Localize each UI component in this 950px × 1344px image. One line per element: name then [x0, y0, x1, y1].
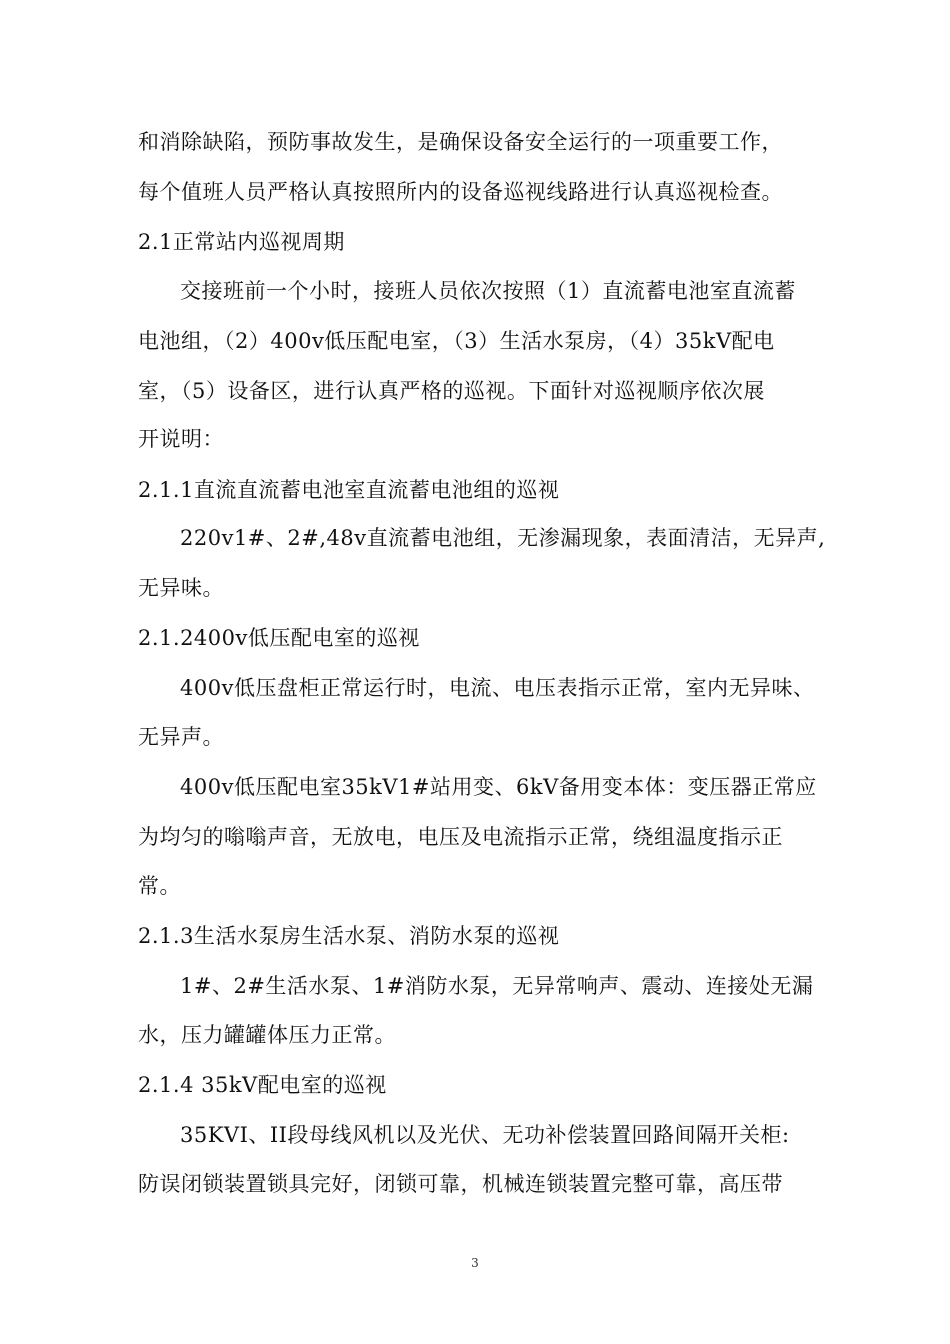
body-text-line: 交接班前一个小时，接班人员依次按照（1）直流蓄电池室直流蓄 — [180, 279, 796, 303]
section-heading: 2.1.3生活水泵房生活水泵、消防水泵的巡视 — [138, 924, 560, 948]
section-heading: 2.1.2400v低压配电室的巡视 — [138, 626, 420, 650]
body-text-line: 400v低压盘柜正常运行时，电流、电压表指示正常，室内无异味、 — [180, 676, 815, 700]
page-number: 3 — [471, 1256, 479, 1270]
section-heading: 2.1正常站内巡视周期 — [138, 230, 345, 254]
section-heading: 2.1.1直流直流蓄电池室直流蓄电池组的巡视 — [138, 478, 560, 502]
body-text-line: 220v1#、2#,48v直流蓄电池组，无渗漏现象，表面清洁，无异声, — [180, 526, 826, 550]
section-heading: 2.1.4 35kV配电室的巡视 — [138, 1073, 387, 1097]
body-text-line: 为均匀的嗡嗡声音，无放电，电压及电流指示正常，绕组温度指示正 — [138, 825, 783, 849]
body-text-line: 无异声。 — [138, 725, 224, 749]
body-text-line: 常。 — [138, 874, 181, 898]
body-text-line: 电池组，（2）400v低压配电室，（3）生活水泵房，（4）35kV配电 — [138, 329, 775, 353]
body-text-line: 35KVI、II段母线风机以及光伏、无功补偿装置回路间隔开关柜: — [180, 1123, 790, 1147]
body-text-line: 防误闭锁装置锁具完好，闭锁可靠，机械连锁装置完整可靠，高压带 — [138, 1172, 783, 1196]
body-text-line: 1#、2#生活水泵、1#消防水泵，无异常响声、震动、连接处无漏 — [180, 974, 814, 998]
body-text-line: 开说明： — [138, 427, 224, 451]
body-text-line: 无异味。 — [138, 576, 224, 600]
body-text-line: 每个值班人员严格认真按照所内的设备巡视线路进行认真巡视检查。 — [138, 180, 783, 204]
body-text-line: 和消除缺陷，预防事故发生，是确保设备安全运行的一项重要工作， — [138, 130, 783, 154]
body-text-line: 室，（5）设备区，进行认真严格的巡视。下面针对巡视顺序依次展 — [138, 379, 765, 403]
body-text-line: 水，压力罐罐体压力正常。 — [138, 1023, 396, 1047]
body-text-line: 400v低压配电室35kV1#站用变、6kV备用变本体：变压器正常应 — [180, 775, 817, 799]
